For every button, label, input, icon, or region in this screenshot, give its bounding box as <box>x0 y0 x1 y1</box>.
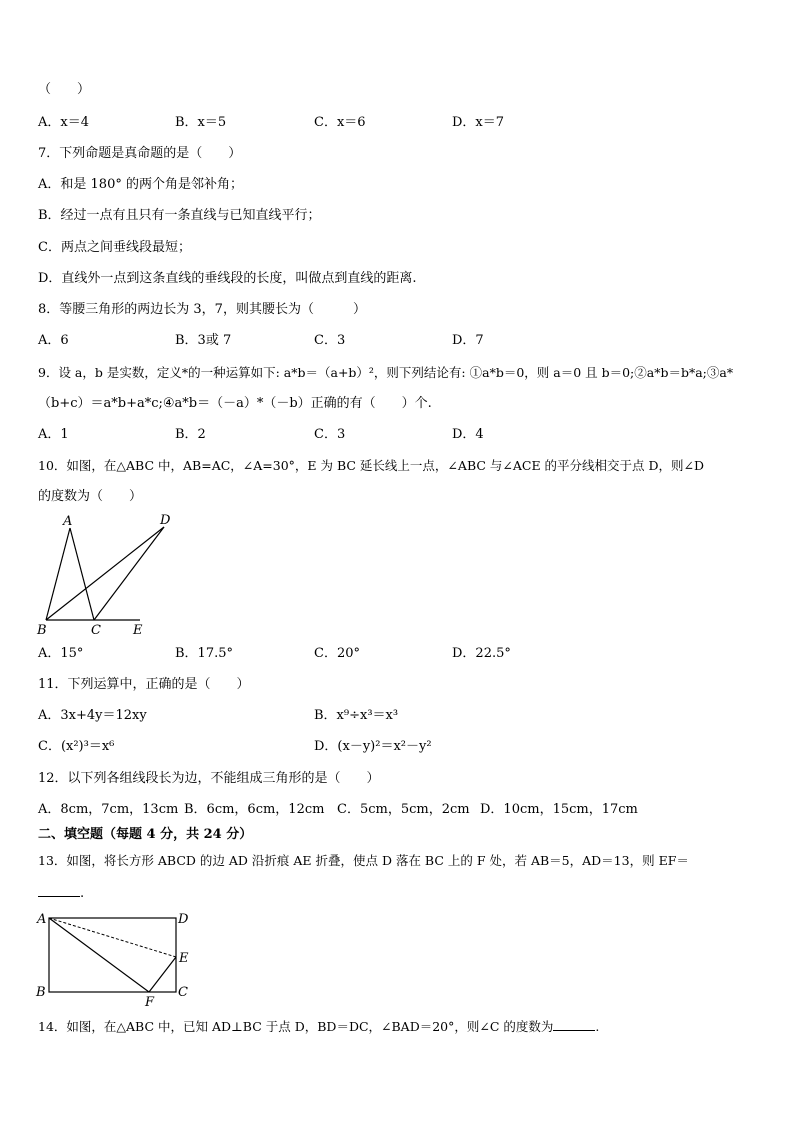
q12-option-a: A．8cm，7cm，13cm <box>38 802 179 817</box>
q11-option-c: C．(x²)³＝x⁶ <box>38 739 115 754</box>
q11-option-a: A．3x+4y＝12xy <box>38 708 147 723</box>
q6-option-c: C．x＝6 <box>314 115 366 130</box>
q9-option-a: A．1 <box>38 427 69 442</box>
q6-paren: （ ） <box>38 82 91 97</box>
q9-option-c: C．3 <box>314 427 346 442</box>
q12-option-c: C．5cm，5cm，2cm <box>337 802 470 817</box>
q7-stem: 7．下列命题是真命题的是（ ） <box>38 146 242 161</box>
q10-line2: 的度数为（ ） <box>38 489 143 504</box>
q10-figure <box>30 510 171 640</box>
q13-label-b: B <box>36 985 46 1000</box>
q10-label-b: B <box>37 623 47 638</box>
q9-line2: （b+c）＝a*b+a*c;④a*b＝（－a）*（－b）正确的有（ ）个. <box>38 396 432 411</box>
q7-option-a: A．和是 180° 的两个角是邻补角； <box>38 177 243 192</box>
q13-label-c: C <box>178 985 188 1000</box>
q7-option-c: C．两点之间垂线段最短； <box>38 240 191 255</box>
q13-label-f: F <box>145 995 155 1010</box>
q10-label-d: D <box>160 513 171 528</box>
q11-stem: 11．下列运算中，正确的是（ ） <box>38 677 250 692</box>
q14-end: . <box>595 1019 600 1034</box>
q11-option-d: D．(x－y)²＝x²－y² <box>314 739 432 754</box>
q13-segment-ef <box>149 957 176 992</box>
q13-line1: 13．如图，将长方形 ABCD 的边 AD 沿折痕 AE 折叠，使点 D 落在 BC 上的 F 处，若 AB＝5，AD＝13，则 EF＝ <box>38 853 689 868</box>
q9-option-d: D．4 <box>452 427 484 442</box>
q13-label-e: E <box>179 951 189 966</box>
q14-text: 14．如图，在△ABC 中，已知 AD⊥BC 于点 D，BD＝DC，∠BAD＝20°，则∠C 的度数为 <box>38 1019 554 1034</box>
q8-option-b: B．3或 7 <box>175 333 232 348</box>
q10-option-c: C．20° <box>314 646 360 661</box>
q8-option-c: C．3 <box>314 333 346 348</box>
q13-label-a: A <box>37 912 47 927</box>
q10-option-a: A．15° <box>38 646 84 661</box>
q10-label-a: A <box>63 514 73 529</box>
q13-line2-end: . <box>80 886 85 901</box>
q7-option-b: B．经过一点有且只有一条直线与已知直线平行； <box>38 208 321 223</box>
q11-option-b: B．x⁹÷x³＝x³ <box>314 708 399 723</box>
q13-segment-af <box>49 918 149 992</box>
q13-segment-ae <box>49 918 176 957</box>
q13-figure <box>30 908 200 1008</box>
q12-option-b: B．6cm，6cm，12cm <box>184 802 325 817</box>
q10-segment-ab <box>46 528 70 620</box>
q10-option-b: B．17.5° <box>175 646 233 661</box>
q10-line1: 10．如图，在△ABC 中，AB=AC，∠A=30°，E 为 BC 延长线上一点，∠ABC 与∠ACE 的平分线相交于点 D，则∠D <box>38 458 705 473</box>
q9-option-b: B．2 <box>175 427 206 442</box>
q8-option-a: A．6 <box>38 333 69 348</box>
q8-option-d: D．7 <box>452 333 484 348</box>
q12-option-d: D．10cm，15cm，17cm <box>480 802 638 817</box>
q13-label-d: D <box>178 912 189 927</box>
q8-stem: 8．等腰三角形的两边长为 3，7，则其腰长为（ ） <box>38 302 366 317</box>
q12-stem: 12．以下列各组线段长为边，不能组成三角形的是（ ） <box>38 771 380 786</box>
q10-option-d: D．22.5° <box>452 646 511 661</box>
section-heading-fill-in: 二、填空题（每题 4 分，共 24 分） <box>38 827 253 842</box>
q9-line1: 9．设 a，b 是实数，定义*的一种运算如下: a*b＝（a+b）²，则下列结论有: ①a*b＝0，则 a＝0 且 b＝0;②a*b＝b*a;③a* <box>38 365 734 380</box>
q13-answer-blank <box>38 884 80 897</box>
q10-label-e: E <box>133 623 143 638</box>
q7-option-d: D．直线外一点到这条直线的垂线段的长度，叫做点到直线的距离. <box>38 271 417 286</box>
q6-option-b: B．x＝5 <box>175 115 227 130</box>
q10-segment-ac <box>70 528 94 620</box>
q14-answer-blank <box>553 1018 595 1031</box>
q6-option-d: D．x＝7 <box>452 115 505 130</box>
q10-label-c: C <box>91 623 101 638</box>
q6-option-a: A．x＝4 <box>38 115 89 130</box>
